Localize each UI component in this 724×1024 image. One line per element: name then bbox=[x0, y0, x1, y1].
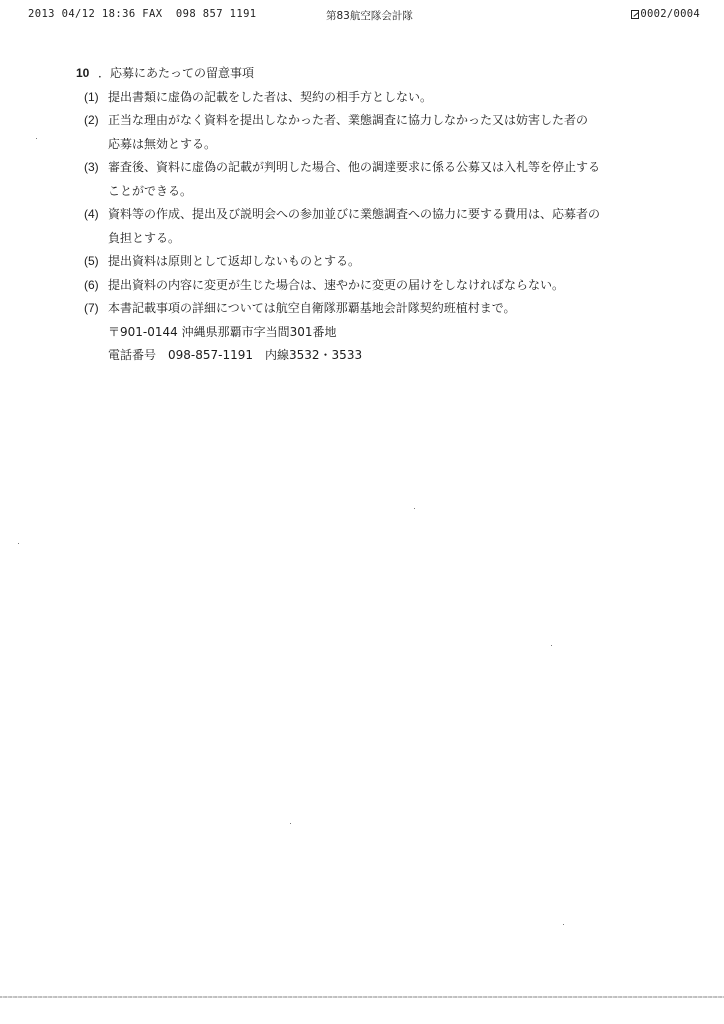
item-number: (3) bbox=[84, 160, 99, 174]
item-line: 資料等の作成、提出及び説明会への参加並びに業態調査への協力に要する費用は、応募者の bbox=[108, 207, 601, 221]
scan-speck bbox=[36, 138, 37, 139]
scan-speck bbox=[290, 823, 291, 824]
item-number: (5) bbox=[84, 254, 99, 268]
item-text bbox=[108, 109, 696, 156]
item-line: 負担とする。 bbox=[108, 230, 181, 245]
notes-section bbox=[76, 62, 696, 368]
item-text bbox=[108, 250, 696, 274]
list-item bbox=[76, 156, 696, 203]
item-line: 提出書類に虚偽の記載をした者は、契約の相手方としない。 bbox=[108, 89, 433, 104]
section-heading bbox=[76, 62, 696, 86]
list-item bbox=[76, 274, 696, 298]
list-item bbox=[76, 109, 696, 156]
item-number: (6) bbox=[84, 277, 99, 292]
list-item bbox=[76, 297, 696, 321]
item-line: 提出資料の内容に変更が生じた場合は、速やかに変更の届けをしなければならない。 bbox=[108, 277, 565, 292]
item-line: 応募は無効とする。 bbox=[108, 136, 217, 151]
scan-speck bbox=[563, 924, 564, 925]
list-item bbox=[76, 86, 696, 110]
section-title: ．応募にあたっての留意事項 bbox=[98, 66, 255, 80]
postal-address: 〒901-0144 沖縄県那覇市字当間301番地 bbox=[108, 324, 337, 339]
item-line: 正当な理由がなく資料を提出しなかった者、業態調査に協力しなかった又は妨害した者の bbox=[108, 113, 589, 127]
item-text bbox=[108, 86, 696, 110]
scan-speck bbox=[551, 645, 552, 646]
phone-number: 電話番号 098-857-1191 内線3532・3533 bbox=[108, 348, 363, 362]
scan-bottom-edge bbox=[0, 996, 724, 998]
contact-block bbox=[76, 321, 696, 368]
fax-sender-name: 第83航空隊会計隊 bbox=[326, 10, 413, 22]
page-icon bbox=[631, 10, 639, 19]
item-text bbox=[108, 203, 696, 250]
item-number: (4) bbox=[84, 207, 99, 221]
item-text bbox=[108, 297, 696, 321]
fax-timestamp-number: 2013 04/12 18:36 FAX 098 857 1191 bbox=[28, 8, 257, 20]
item-line: 審査後、資料に虚偽の記載が判明した場合、他の調達要求に係る公募又は入札等を停止する bbox=[108, 160, 601, 174]
section-number: 10 bbox=[76, 66, 90, 80]
fax-page-counter bbox=[631, 8, 700, 20]
scan-speck bbox=[18, 543, 19, 544]
item-number: (1) bbox=[84, 89, 99, 104]
fax-header bbox=[0, 8, 724, 24]
item-line: 本書記載事項の詳細については航空自衛隊那覇基地会計隊契約班植村まで。 bbox=[108, 301, 516, 315]
item-number: (7) bbox=[84, 301, 99, 315]
item-text bbox=[108, 274, 696, 298]
item-number: (2) bbox=[84, 113, 99, 127]
list-item bbox=[76, 250, 696, 274]
item-line: 提出資料は原則として返却しないものとする。 bbox=[108, 254, 361, 268]
item-text bbox=[108, 156, 696, 203]
item-line: ことができる。 bbox=[108, 183, 193, 198]
fax-page-number: 0002/0004 bbox=[640, 8, 700, 20]
list-item bbox=[76, 203, 696, 250]
scan-speck bbox=[414, 508, 415, 509]
